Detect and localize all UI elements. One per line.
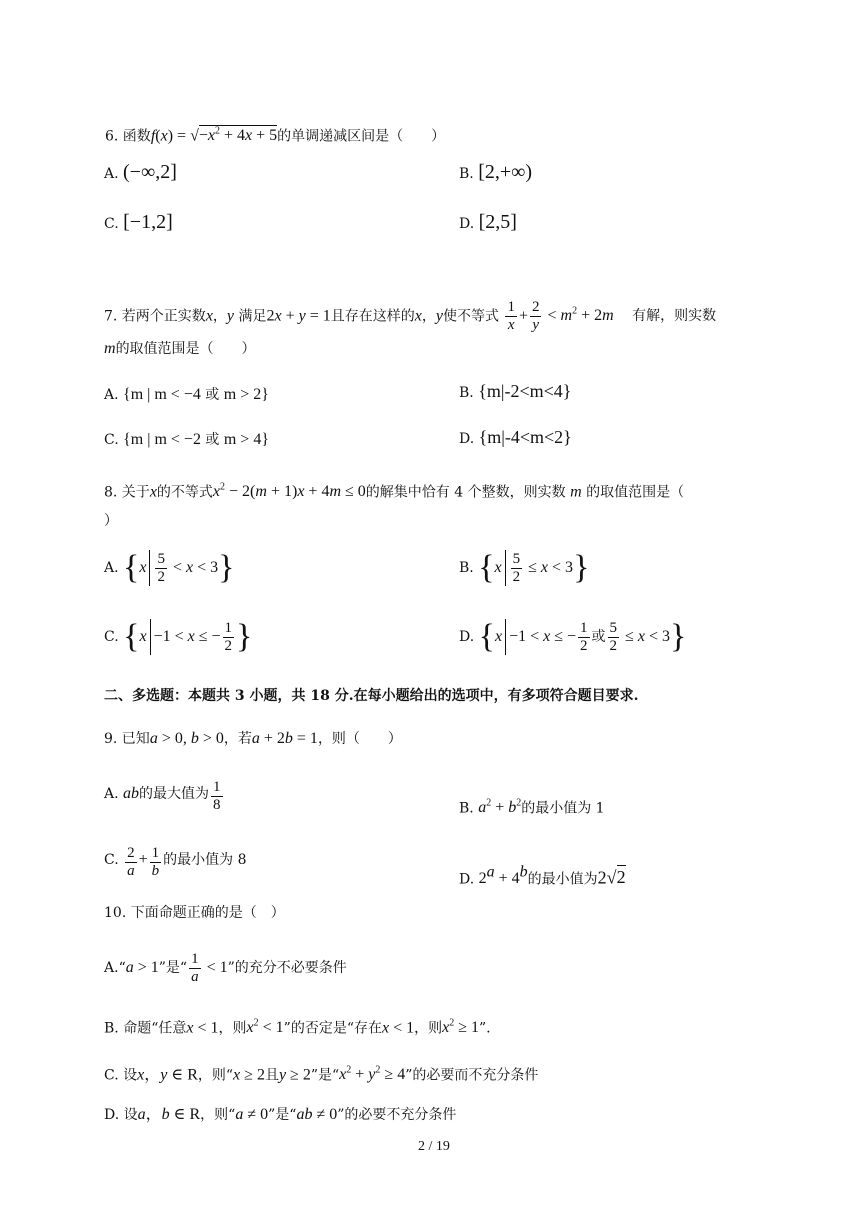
q9-option-c[interactable]: C. $\frac{2}{a}$ + $\frac{1}{b}$ 的最小值为 8 — [104, 845, 247, 879]
sqrt-formula: $√-x^2 + 4x + 5$ — [190, 126, 278, 145]
q8-option-c[interactable]: C. {x −1 < x ≤ − $\frac{1}{2}$ } — [104, 618, 253, 655]
q6-option-a-value: (−∞,2] — [123, 161, 177, 183]
q8-option-a[interactable]: A. {x $\frac{5}{2}$ < x < 3} — [104, 549, 235, 586]
q7-option-c[interactable]: C. {m | m < −2 或 m > 4} — [104, 431, 270, 448]
q6-option-d-value: [2,5] — [478, 211, 517, 233]
section-2-heading: 二、多选题：本题共 3 小题，共 18 分.在每小题给出的选项中，有多项符合题目要求. — [104, 688, 639, 704]
question-6-stem: 6. 函数$f(x) = √-x^2 + 4x + 5$的单调递减区间是（ ） — [105, 126, 446, 145]
q6-option-d[interactable]: D. [2,5] — [459, 211, 517, 233]
q10-option-c[interactable]: C. 设x，y ∈ R，则“x ≥ 2且y ≥ 2”是“$x^2 + y^2 \ge 4$”的必要而不充分条件 — [104, 1065, 539, 1084]
q6-option-c-value: [−1,2] — [123, 211, 173, 233]
question-10-stem: 10. 下面命题正确的是（ ） — [104, 905, 285, 921]
q6-option-a[interactable]: A. (−∞,2] — [104, 161, 177, 183]
fraction-2-over-y: $\frac{2}{y}$ — [531, 298, 540, 333]
question-9-stem: 9. 已知a > 0, b > 0，若a + 2b = 1，则（ ） — [104, 730, 402, 747]
q10-option-d[interactable]: D. 设a，b ∈ R，则“a ≠ 0”是“ab ≠ 0”的必要不充分条件 — [104, 1106, 457, 1123]
q9-option-a[interactable]: A. ab的最大值为 $\frac{1}{8}$ — [104, 779, 221, 813]
q10-option-b[interactable]: B. 命题“任意x < 1，则$x^2 < 1$”的否定是“存在x < 1，则$x^2 \ge 1$”. — [104, 1018, 491, 1037]
fraction-1-over-x: $\frac{1}{x}$ — [507, 298, 515, 333]
q6-option-c[interactable]: C. [−1,2] — [104, 211, 173, 233]
q6-option-b-value: [2,+∞) — [478, 161, 533, 183]
question-8-stem: 8. 关于x的不等式$x^2 - 2(m + 1)x + 4m \le 0$的解集中恰有 4 个整数，则实数 m 的取值范围是（ — [104, 482, 685, 501]
question-8-stem-line2: ） — [104, 513, 118, 529]
q9-option-b[interactable]: B. $a^2 + b^2$的最小值为 1 — [459, 798, 605, 817]
q7-option-a[interactable]: A. {m | m < −4 或 m > 2} — [104, 386, 269, 403]
page-number: 2 / 19 — [418, 1139, 450, 1154]
inequality-formula: $x^2 - 2(m + 1)x + 4m \le 0$ — [212, 482, 366, 501]
q10-option-a[interactable]: A.“a > 1”是“ $\frac{1}{a}$ < 1”的充分不必要条件 — [104, 950, 347, 985]
question-7-stem-line2: m的取值范围是（ ） — [104, 340, 256, 357]
q8-option-d[interactable]: D. {x −1 < x ≤ − $\frac{1}{2}$ 或 $\frac{5}{2}$ ≤ x < 3} — [459, 618, 687, 655]
q9-option-d[interactable]: D. $2^a + 4^b$的最小值为2√2 — [459, 864, 626, 888]
q7-option-d[interactable]: D. {m|-4<m<2} — [459, 427, 572, 447]
q6-option-b[interactable]: B. [2,+∞) — [459, 161, 533, 183]
q8-option-b[interactable]: B. {x $\frac{5}{2}$ ≤ x < 3} — [459, 549, 590, 586]
formula-f: f — [150, 127, 156, 145]
question-7-stem: 7. 若两个正实数x，y 满足2x + y = 1且存在这样的x，y使不等式 $\frac{1}{x}$ + $\frac{2}{y}$ < $m^2 + 2m$ 有解，则实数 — [104, 298, 717, 333]
q7-option-b[interactable]: B. {m|-2<m<4} — [459, 381, 572, 401]
